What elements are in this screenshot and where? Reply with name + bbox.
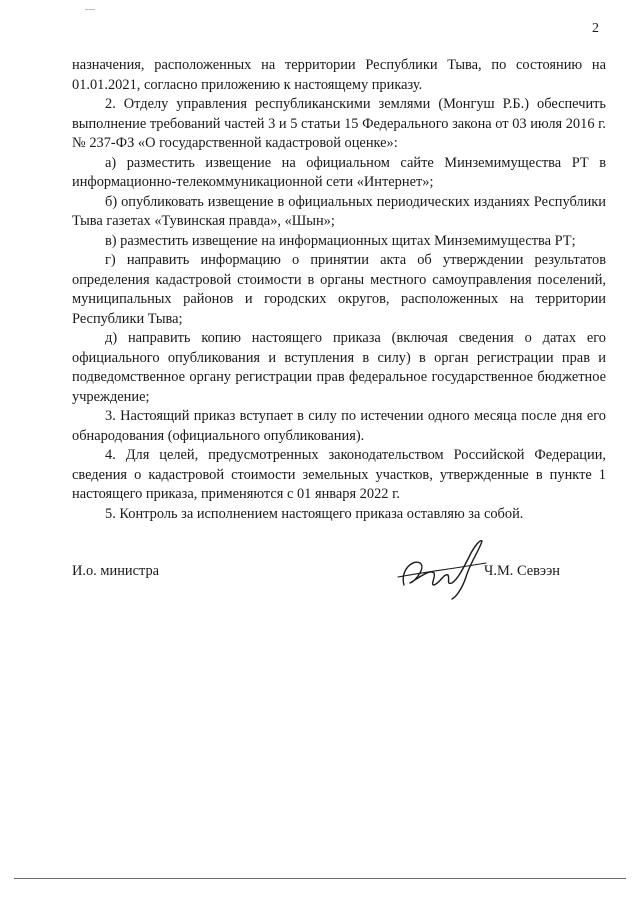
footer-rule: [14, 878, 626, 879]
paragraph-item-2d: д) направить копию настоящего приказа (включая сведения о датах его официального опубликования и вступления в силу) в орган регистрации прав и подведомственное органу регистрации прав федеральное государственное бюджетное учреждение;: [72, 330, 606, 405]
paragraph-item-5: 5. Контроль за исполнением настоящего приказа оставляю за собой.: [105, 505, 524, 522]
signatory-position: И.о. министра: [72, 563, 160, 579]
signatory-name: Ч.М. Севээн: [484, 563, 560, 579]
handwritten-signature: [390, 533, 494, 603]
document-body: [72, 56, 606, 524]
paragraph-item-4: 4. Для целей, предусмотренных законодательством Российской Федерации, сведения о кадастровой стоимости земельных участков, утвержденные в пункте 1 настоящего приказа, применяются с 01 января 2022 г.: [72, 447, 606, 502]
paragraph-item-3: 3. Настоящий приказ вступает в силу по истечении одного месяца после дня его обнародования (официального опубликования).: [72, 408, 606, 444]
paragraph-item-2: 2. Отделу управления республиканскими землями (Монгуш Р.Б.) обеспечить выполнение требований частей 3 и 5 статьи 15 Федерального закона от 03 июля 2016 г. № 237-ФЗ «О государственной кадастровой оценке»:: [72, 96, 606, 151]
page-number: 2: [592, 21, 599, 36]
paragraph-item-2v: в) разместить извещение на информационных щитах Минземимущества РТ;: [105, 232, 576, 249]
paragraph-item-2g: г) направить информацию о принятии акта об утверждении результатов определения кадастровой стоимости в органы местного самоуправления поселений, муниципальных районов и городских округов, расположенных на территории Республики Тыва;: [72, 252, 606, 327]
paragraph-item-2b: б) опубликовать извещение в официальных периодических изданиях Республики Тыва газетах «Тувинская правда», «Шын»;: [72, 193, 606, 229]
paragraph-item-2a: а) разместить извещение на официальном сайте Минземимущества РТ в информационно-телекоммуникационной сети «Интернет»;: [72, 154, 606, 190]
signature-block: [72, 555, 606, 615]
scan-speck: [85, 9, 95, 10]
paragraph-continuation: назначения, расположенных на территории Республики Тыва, по состоянию на 01.01.2021, согласно приложению к настоящему приказу.: [72, 57, 606, 93]
